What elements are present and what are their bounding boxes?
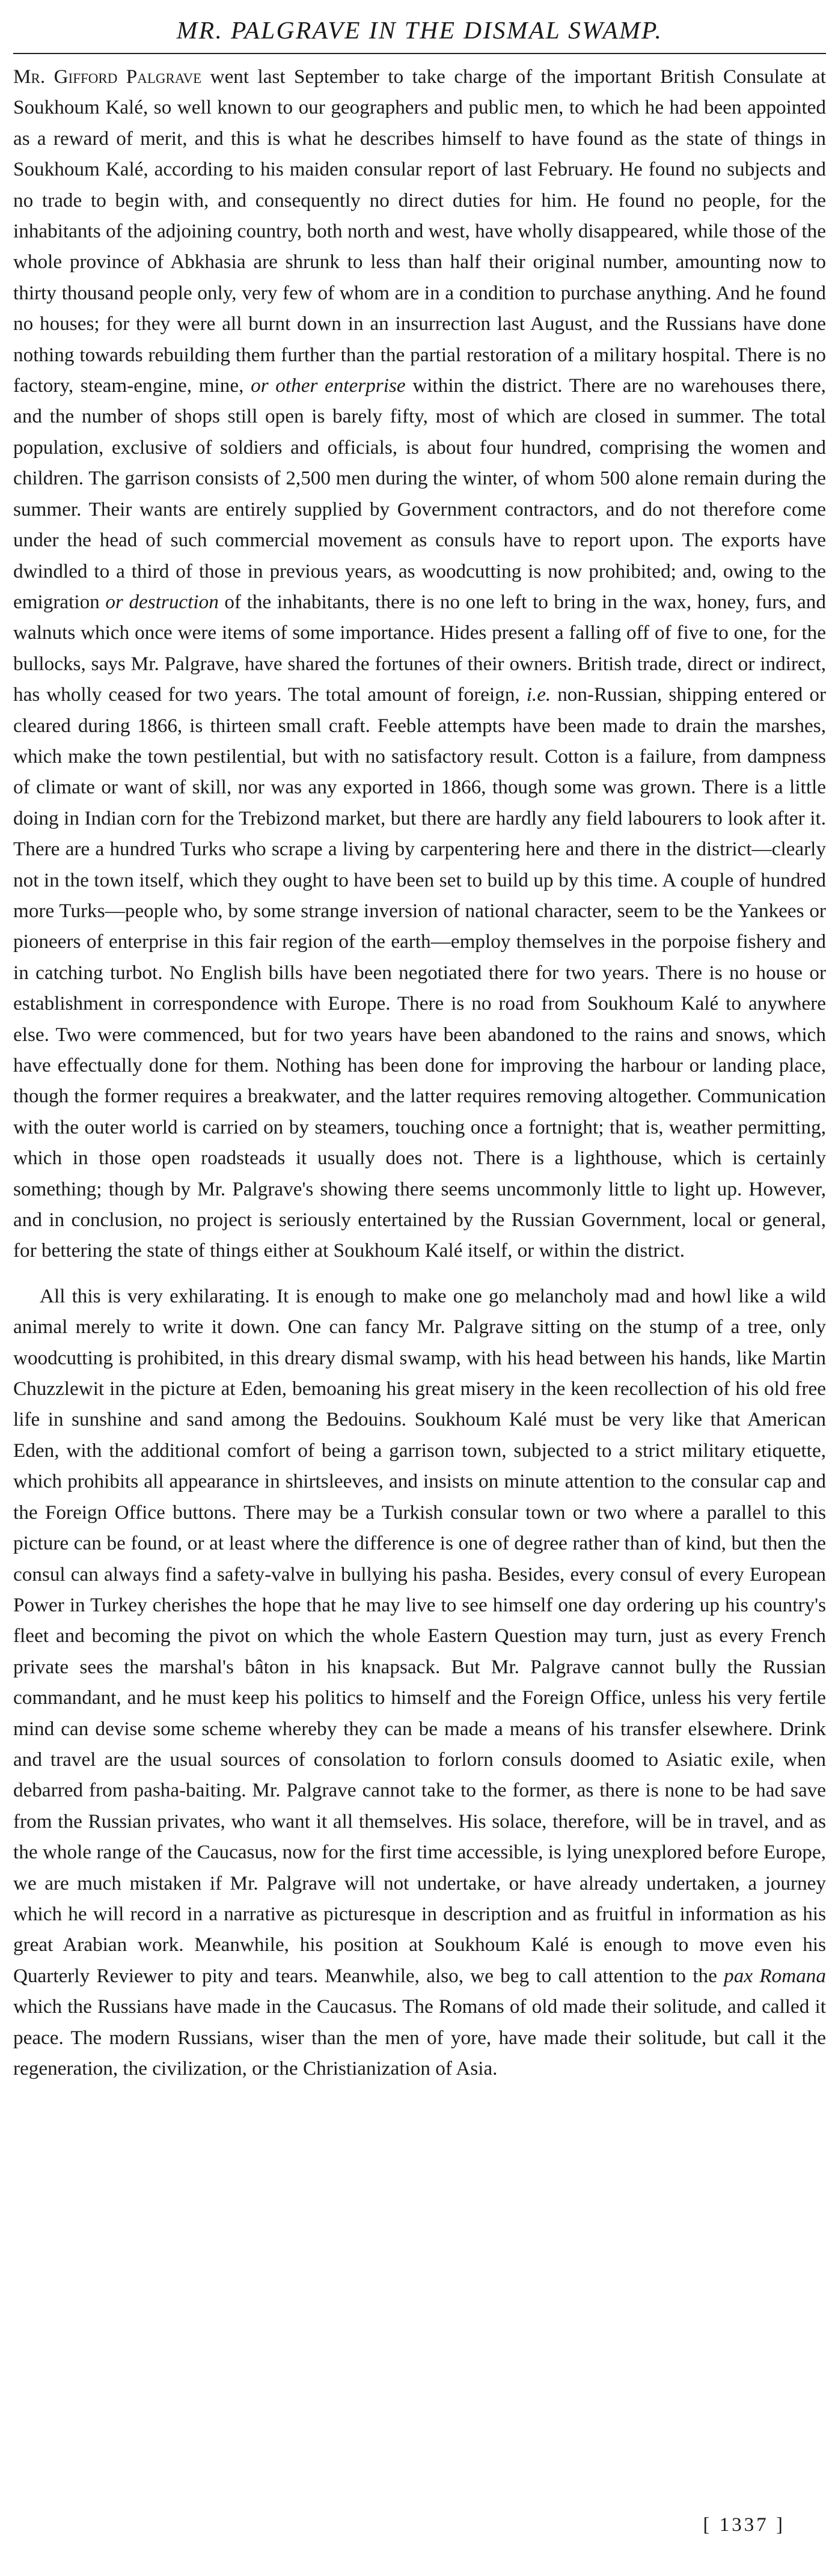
paragraph-2-emphasis-1: pax Romana: [724, 1964, 826, 1987]
paragraph-2-text-1: All this is very exhilarating. It is enough to make one go melancholy mad and howl like a wild animal merely to write it down. One can fancy Mr. Palgrave sitting on the stump of a tree, only woodcutting is prohibited, in this dreary dismal swamp, with his head between his hands, like Martin Chuzzlewit in the picture at Eden, bemoaning his great misery in the keen recollection of his old free life in sunshine and sand among the Bedouins. Soukhoum Kalé must be very like that American Eden, with the additional comfort of being a garrison town, subjected to a strict military etiquette, which prohibits all appearance in shirtsleeves, and insists on minute attention to the consular cap and the Foreign Office buttons. There may be a Turkish consular town or two where a parallel to this picture can be found, or at least where the difference is one of degree rather than of kind, but then the consul can always find a safety-valve in bullying his pasha. Besides, every consul of every European Power in Turkey cherishes the hope that he may live to see himself one day ordering up his country's fleet and becoming the pivot on which the whole Eastern Question may turn, just as every French private sees the marshal's bâton in his knapsack. But Mr. Palgrave cannot bully the Russian commandant, and he must keep his politics to himself and the Foreign Office, unless his very fertile mind can devise some scheme whereby they can be made a means of his transfer elsewhere. Drink and travel are the usual sources of consolation to forlorn consuls doomed to Asiatic exile, when debarred from pasha-baiting. Mr. Palgrave cannot take to the former, as there is none to be had save from the Russian privates, who want it all themselves. His solace, therefore, will be in travel, and as the whole range of the Caucasus, now for the first time accessible, is lying unexplored before Europe, we are much mistaken if Mr. Palgrave will not undertake, or have already undertaken, a journey which he will record in a narrative as picturesque in description and as fruitful in information as his great Arabian work. Meanwhile, his position at Soukhoum Kalé is enough to move even his Quarterly Reviewer to pity and tears. Meanwhile, also, we beg to call attention to the: [13, 1284, 826, 1987]
article-title: MR. PALGRAVE IN THE DISMAL SWAMP.: [176, 16, 663, 44]
paragraph-1-emphasis-1: or other enterprise: [251, 374, 406, 397]
paragraph-1-text-1: went last September to take charge of the important British Consulate at Soukhoum Kalé, so well known to our geographers and public men, to which he had been appointed as a reward of merit, and this is what he describes himself to have found as the state of things in Soukhoum Kalé, according to his maiden consular report of last February. He found no subjects and no trade to begin with, and consequently no direct duties for him. He found no people, for the inhabitants of the adjoining country, both north and west, have wholly disappeared, while those of the whole province of Abkhasia are shrunk to less than half their original number, amounting now to thirty thousand people only, very few of whom are in a condition to purchase anything. And he found no houses; for they were all burnt down in an insurrection last August, and the Russians have done nothing towards rebuilding them further than the partial restoration of a military hospital. There is no factory, steam-engine, mine,: [13, 66, 826, 397]
lead-name: Gifford Palgrave: [54, 66, 202, 88]
title-rule: [13, 53, 826, 54]
paragraph-1-text-2: within the district. There are no warehouses there, and the number of shops still open is barely fifty, most of which are closed in summer. The total population, exclusive of soldiers and officials, is about four hundred, comprising the women and children. The garrison consists of 2,500 men during the winter, of whom 500 alone remain during the summer. Their wants are entirely supplied by Government contractors, and do not therefore come under the head of such commercial movement as consuls have to report upon. The exports have dwindled to a third of those in previous years, as woodcutting is now prohibited; and, owing to the emigration: [13, 374, 826, 613]
paragraph-1-text-4: non-Russian, shipping entered or cleared during 1866, is thirteen small craft. Feeble attempts have been made to drain the marshes, which make the town pestilential, but with no satisfactory result. Cotton is a failure, from dampness of climate or want of skill, nor was any exported in 1866, though some was grown. There is a little doing in Indian corn for the Trebizond market, but there are hardly any field labourers to look after it. There are a hundred Turks who scrape a living by carpentering here and there in the district—clearly not in the town itself, which they ought to have been set to build up by this time. A couple of hundred more Turks—people who, by some strange inversion of national character, seem to be the Yankees or pioneers of enterprise in this fair region of the earth—employ themselves in the porpoise fishery and in catching turbot. No English bills have been negotiated there for two years. There is no house or establishment in correspondence with Europe. There is no road from Soukhoum Kalé to anywhere else. Two were commenced, but for two years have been abandoned to the rains and snows, which have effectually done for them. Nothing has been done for improving the harbour or landing place, though the former requires a breakwater, and the latter requires removing altogether. Communication with the outer world is carried on by steamers, touching once a fortnight; that is, weather permitting, which in those open roadsteads it usually does not. There is a lighthouse, which is certainly something; though by Mr. Palgrave's showing there seems uncommonly little to light up. However, and in conclusion, no project is seriously entertained by the Russian Government, local or general, for bettering the state of things either at Soukhoum Kalé itself, or within the district.: [13, 683, 826, 1262]
paragraph-2: [13, 1281, 826, 2084]
paragraph-2-text-2: which the Russians have made in the Caucasus. The Romans of old made their solitude, and called it peace. The modern Russians, wiser than the men of yore, have made their solitude, but call it the regeneration, the civilization, or the Christianization of Asia.: [13, 1995, 826, 2080]
paragraph-1-emphasis-3: i.e.: [526, 683, 551, 706]
page-number: [ 1337 ]: [703, 2514, 785, 2536]
paragraph-1-emphasis-2: or destruction: [105, 590, 219, 613]
paragraph-1-text-3: of the inhabitants, there is no one left to bring in the wax, honey, furs, and walnuts which once were items of some importance. Hides present a falling off of five to one, for the bullocks, says Mr. Palgrave, have shared the fortunes of their owners. British trade, direct or indirect, has wholly ceased for two years. The total amount of foreign,: [13, 590, 826, 706]
paragraph-1: [13, 61, 826, 1266]
lead-honorific: Mr.: [13, 66, 46, 88]
